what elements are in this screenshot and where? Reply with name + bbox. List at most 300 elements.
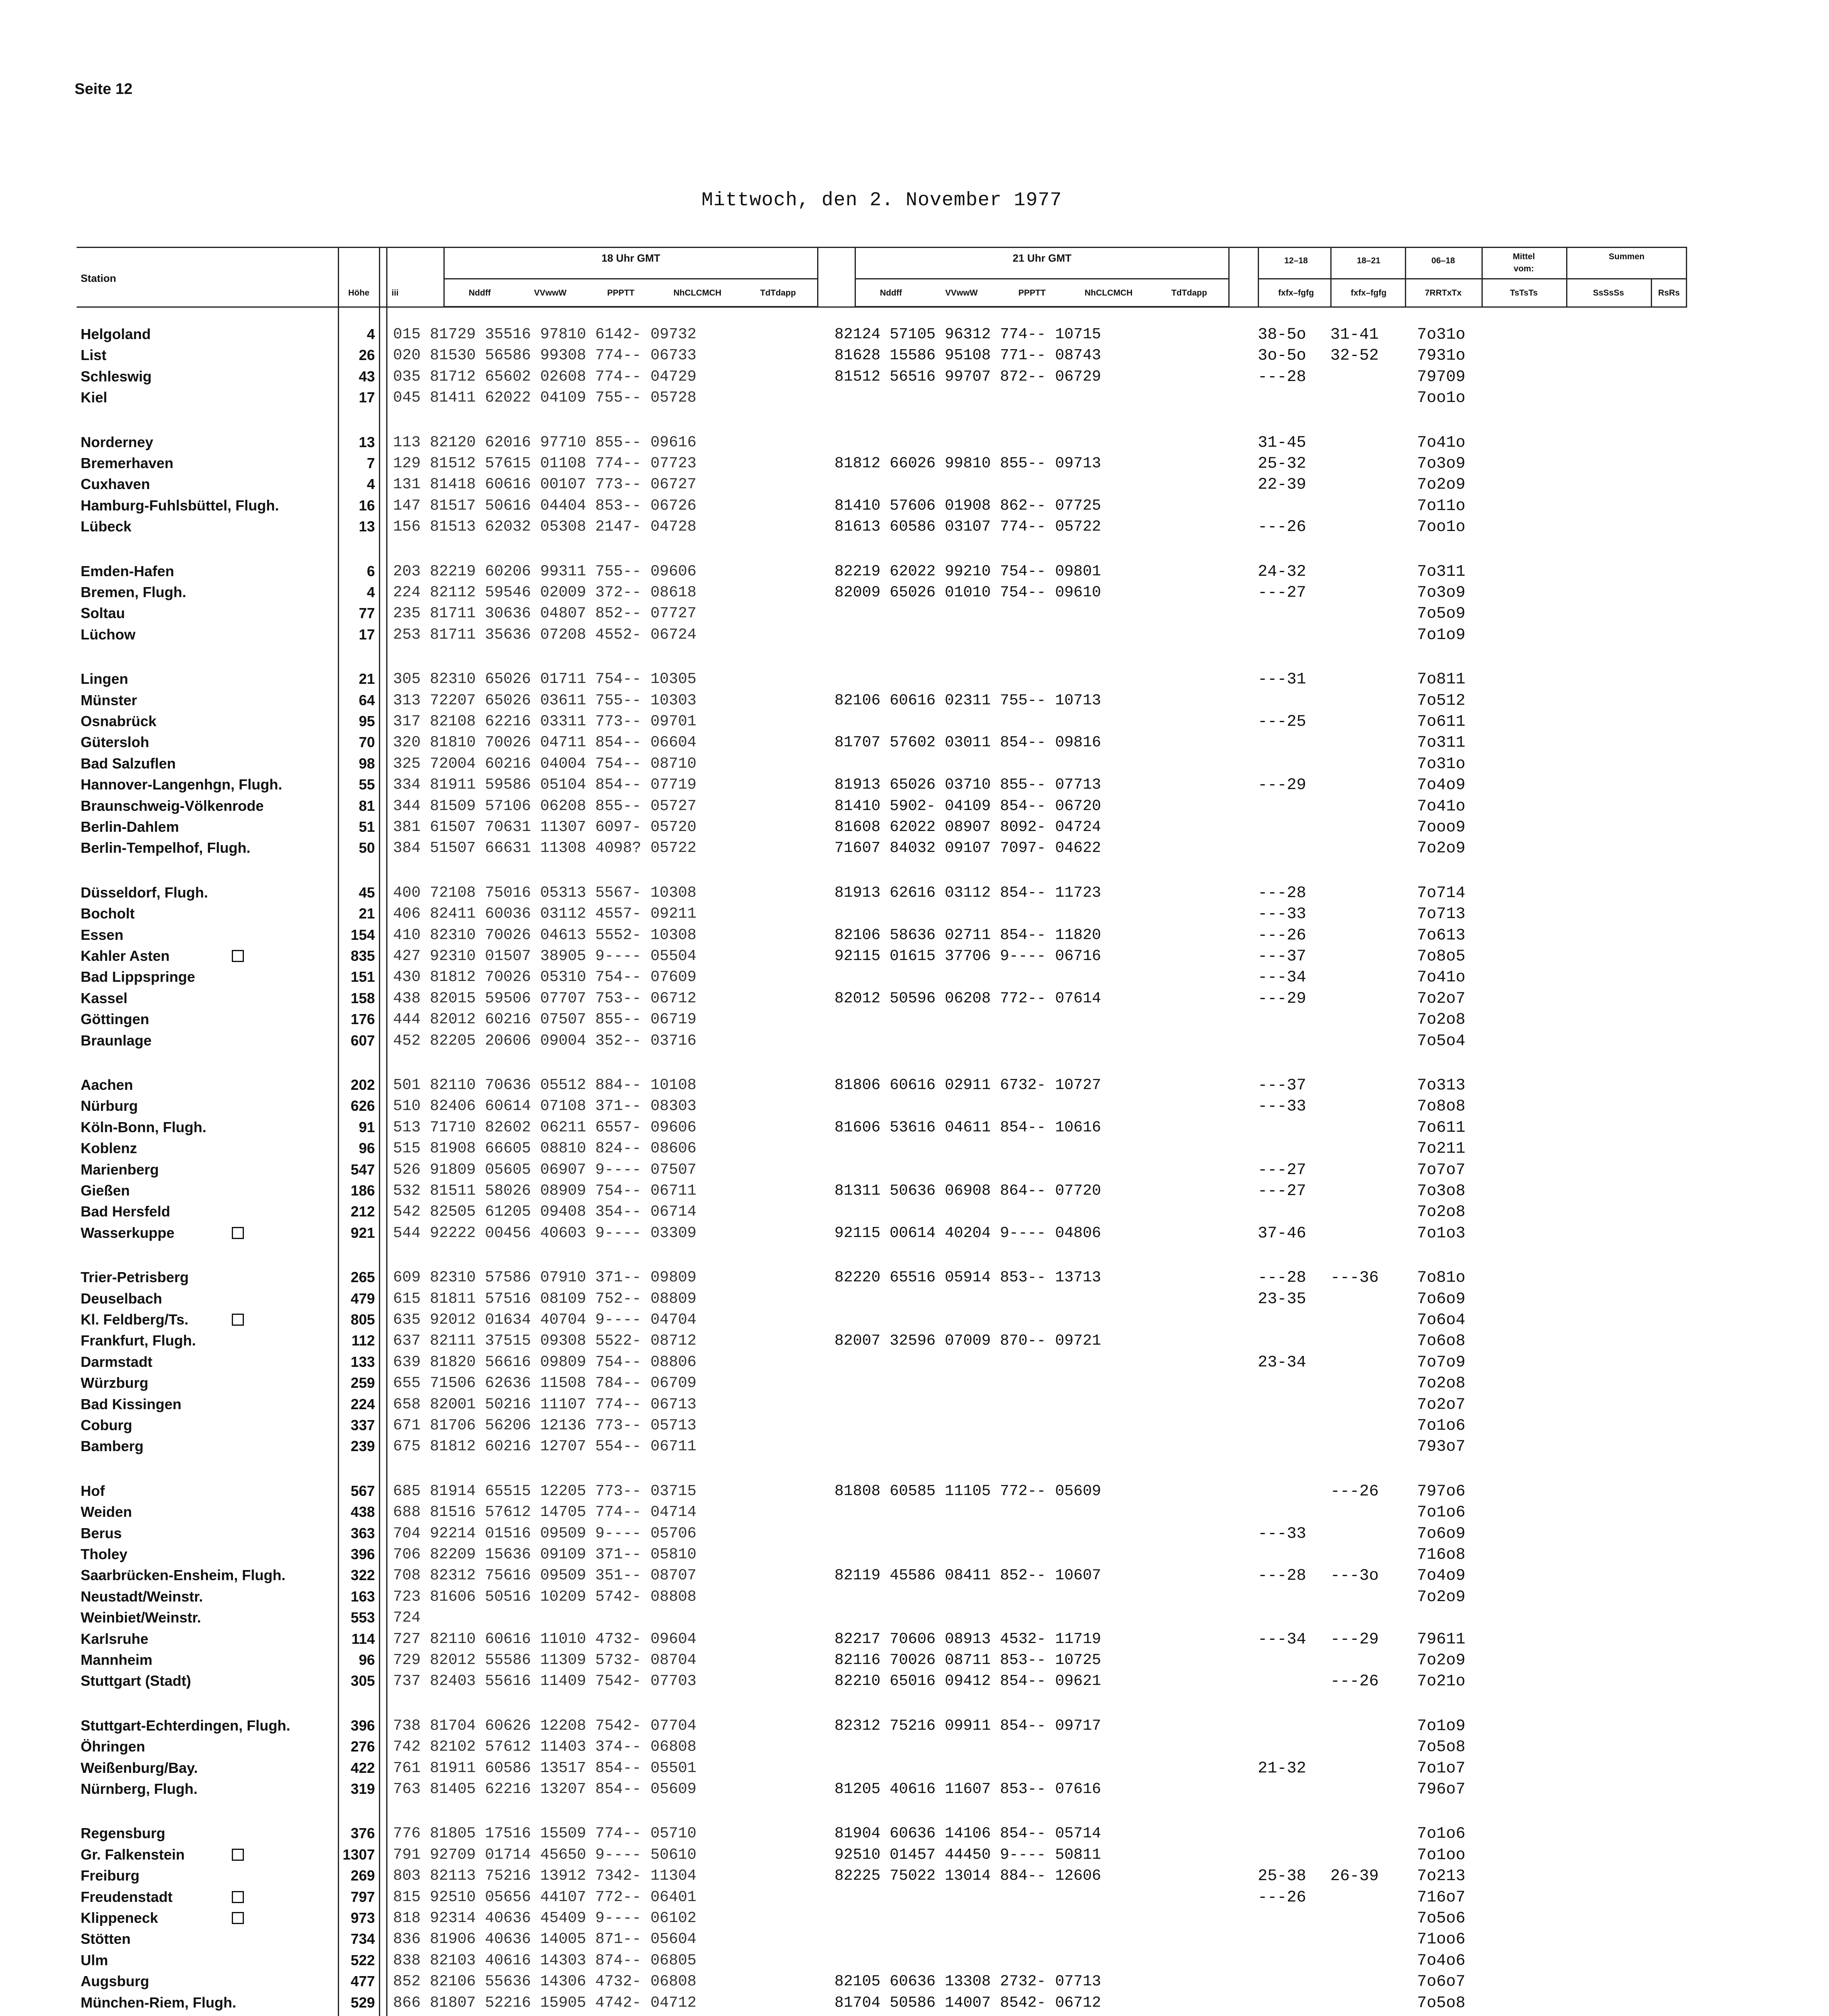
obs-18-gmt: 430 81812 70026 05310 754-- 07609 [393,968,697,986]
header18-nhclcmch: NhCLCMCH [673,288,722,298]
station-name: Norderney [81,433,154,450]
obs-21-gmt: 81806 60616 02911 6732- 10727 [834,1077,1101,1094]
table-row [0,1631,1829,1652]
hsep-1 [1258,247,1259,307]
obs-18-gmt: 156 81513 62032 05308 2147- 04728 [393,518,697,536]
station-name: Frankfurt, Flugh. [81,1332,196,1349]
table-row [0,1931,1829,1951]
rain-temp-06-18: 7o613 [1417,926,1466,945]
station-name: Emden-Hafen [81,562,175,579]
table-row [0,1504,1829,1524]
table-row [0,671,1829,691]
station-name: Wasserkuppe [81,1224,175,1241]
table-row [0,755,1829,776]
station-hoehe: 151 [350,968,375,985]
obs-18-gmt: 761 81911 60586 13517 854-- 05501 [393,1759,697,1777]
obs-18-gmt: 035 81712 65602 02608 774-- 04729 [393,368,697,385]
obs-21-gmt: 71607 84032 09107 7097- 04622 [834,839,1101,857]
station-hoehe: 1307 [342,1846,375,1863]
obs-18-gmt: 688 81516 57612 14705 774-- 04714 [393,1504,697,1521]
station-name: Göttingen [81,1011,149,1028]
group18-rule [443,278,818,279]
station-name: Gr. Falkenstein [81,1846,185,1863]
gust-12-18: 25-38 [1258,1867,1307,1886]
station-hoehe: 477 [350,1973,375,1990]
station-name: Hannover-Langenhgn, Flugh. [81,776,282,793]
table-row [0,584,1829,605]
obs-21-gmt: 81512 56516 99707 872-- 06729 [834,368,1101,385]
obs-21-gmt: 92510 01457 44450 9---- 50811 [834,1846,1101,1864]
station-name: Berlin-Dahlem [81,818,179,835]
station-hoehe: 70 [358,734,375,751]
obs-18-gmt: 325 72004 60216 04004 754-- 08710 [393,755,697,773]
station-hoehe: 154 [350,926,375,943]
obs-18-gmt: 615 81811 57516 08109 752-- 08809 [393,1290,697,1308]
table-row [0,1588,1829,1609]
rain-temp-06-18: 7o5o8 [1417,1738,1466,1757]
obs-21-gmt: 82220 65516 05914 853-- 13713 [834,1269,1101,1287]
station-hoehe: 547 [350,1161,375,1178]
header-summen-s: SsSsSs [1593,288,1624,298]
obs-21-gmt: 81812 66026 99810 855-- 09713 [834,455,1101,472]
table-row [0,518,1829,539]
obs-21-gmt: 92115 01615 37706 9---- 06716 [834,948,1101,965]
header18-vvwww: VVwwW [534,288,567,298]
gust-12-18: ---33 [1258,905,1307,924]
table-row [0,1269,1829,1290]
table-row [0,1546,1829,1567]
obs-21-gmt: 82106 58636 02711 854-- 11820 [834,926,1101,944]
station-hoehe: 376 [350,1825,375,1842]
station-name: Marienberg [81,1161,159,1178]
station-hoehe: 269 [350,1867,375,1884]
header-summen-r: RsRs [1658,288,1680,298]
obs-18-gmt: 639 81820 56616 09809 754-- 08806 [393,1353,697,1371]
rain-temp-06-18: 7o3o9 [1417,455,1466,473]
station-hoehe: 163 [350,1588,375,1605]
gust-12-18: ---26 [1258,518,1307,537]
table-row [0,818,1829,839]
rain-temp-06-18: 79611 [1417,1630,1466,1649]
header-s3-sub: 7RRTxTx [1425,288,1462,298]
header21-ppptt: PPPTT [1018,288,1046,298]
rain-temp-06-18: 79709 [1417,368,1466,386]
station-name: Kahler Asten [81,948,170,964]
gust-12-18: ---27 [1258,1161,1307,1179]
table-row [0,1161,1829,1182]
gust-12-18: 23-35 [1258,1290,1307,1308]
obs-18-gmt: 737 82403 55616 11409 7542- 07703 [393,1672,697,1690]
table-row [0,1609,1829,1630]
station-name: Gütersloh [81,734,150,751]
station-hoehe: 422 [350,1759,375,1776]
obs-21-gmt: 81904 60636 14106 854-- 05714 [834,1825,1101,1843]
station-hoehe: 4 [366,326,375,342]
station-hoehe: 224 [350,1395,375,1412]
gust-12-18: ---28 [1258,368,1307,386]
station-name: Freiburg [81,1867,140,1884]
obs-18-gmt: 671 81706 56206 12136 773-- 05713 [393,1417,697,1434]
table-row [0,734,1829,755]
obs-21-gmt: 82105 60636 13308 2732- 07713 [834,1973,1101,1991]
station-hoehe: 438 [350,1504,375,1520]
table-row [0,434,1829,455]
header-s1-top: 12–18 [1284,256,1308,265]
station-name: Bad Kissingen [81,1395,182,1412]
station-name: Essen [81,926,124,943]
rain-temp-06-18: 7o1o6 [1417,1417,1466,1435]
gust-18-21: ---26 [1330,1672,1379,1691]
rain-temp-06-18: 7o311 [1417,562,1466,581]
mountain-station-icon [232,1314,244,1326]
rain-temp-06-18: 7o714 [1417,884,1466,902]
table-row [0,1525,1829,1546]
station-hoehe: 835 [350,948,375,964]
station-name: List [81,347,107,364]
station-name: Münster [81,691,137,708]
obs-18-gmt: 020 81530 56586 99308 774-- 06733 [393,347,697,364]
gust-12-18: 31-45 [1258,433,1307,452]
station-name: Braunlage [81,1032,152,1049]
table-row [0,968,1829,989]
table-row [0,1867,1829,1888]
rain-temp-06-18: 7o2o9 [1417,839,1466,858]
table-row [0,1032,1829,1053]
table-row [0,1825,1829,1846]
table-row [0,1396,1829,1417]
station-name: Stuttgart (Stadt) [81,1672,191,1689]
rain-temp-06-18: 7o2o8 [1417,1011,1466,1029]
obs-18-gmt: 685 81914 65515 12205 773-- 03715 [393,1482,697,1500]
gust-18-21: ---3o [1330,1567,1379,1585]
table-row [0,1119,1829,1140]
rain-temp-06-18: 7o4o6 [1417,1951,1466,1970]
gust-12-18: ---26 [1258,926,1307,945]
station-name: Mannheim [81,1652,153,1668]
obs-21-gmt: 81311 50636 06908 864-- 07720 [834,1182,1101,1200]
station-name: Bremen, Flugh. [81,584,187,600]
obs-18-gmt: 203 82219 60206 99311 755-- 09606 [393,562,697,580]
station-name: Darmstadt [81,1353,153,1370]
header21-nhclcmch: NhCLCMCH [1084,288,1133,298]
rain-temp-06-18: 7o5o4 [1417,1032,1466,1050]
station-name: Koblenz [81,1140,137,1157]
obs-18-gmt: 334 81911 59586 05104 854-- 07719 [393,776,697,794]
obs-21-gmt: 82219 62022 99210 754-- 09801 [834,562,1101,580]
obs-18-gmt: 836 81906 40636 14005 871-- 05604 [393,1931,697,1948]
obs-21-gmt: 81913 62616 03112 854-- 11723 [834,884,1101,902]
obs-21-gmt: 81205 40616 11607 853-- 07616 [834,1781,1101,1798]
obs-18-gmt: 344 81509 57106 06208 855-- 05727 [393,797,697,815]
station-name: Hamburg-Fuhlsbüttel, Flugh. [81,497,279,514]
rain-temp-06-18: 7oo1o [1417,389,1466,408]
rain-temp-06-18: 7o4o9 [1417,776,1466,795]
rain-temp-06-18: 7o11o [1417,497,1466,515]
header18-tdtdapp: TdTdapp [760,288,796,298]
header-mittel-top: Mittel [1513,252,1535,261]
table-row [0,1311,1829,1332]
rain-temp-06-18: 7o1o9 [1417,1717,1466,1735]
rain-temp-06-18: 7o41o [1417,433,1466,452]
rain-temp-06-18: 7o1o6 [1417,1504,1466,1522]
obs-18-gmt: 045 81411 62022 04109 755-- 05728 [393,389,697,407]
table-row [0,927,1829,948]
page-label: Seite 12 [75,81,133,98]
obs-18-gmt: 224 82112 59546 02009 372-- 08618 [393,584,697,601]
station-hoehe: 96 [358,1652,375,1668]
rain-temp-06-18: 716o8 [1417,1546,1466,1564]
obs-18-gmt: 305 82310 65026 01711 754-- 10305 [393,671,697,688]
station-name: Weiden [81,1504,132,1520]
station-name: Soltau [81,605,125,622]
station-name: München-Riem, Flugh. [81,1994,236,2011]
gust-12-18: ---37 [1258,1077,1307,1095]
rain-temp-06-18: 7o211 [1417,1140,1466,1158]
gust-12-18: ---34 [1258,1630,1307,1649]
rain-temp-06-18: 7o5o9 [1417,605,1466,623]
rain-temp-06-18: 7o31o [1417,326,1466,344]
table-row [0,1140,1829,1161]
table-row [0,497,1829,518]
obs-21-gmt: 82119 45586 08411 852-- 10607 [834,1567,1101,1585]
obs-21-gmt: 81608 62022 08907 8092- 04724 [834,818,1101,836]
rain-temp-06-18: 7o7o9 [1417,1353,1466,1372]
table-row [0,776,1829,797]
gust-12-18: ---33 [1258,1524,1307,1543]
obs-21-gmt: 82312 75216 09911 854-- 09717 [834,1717,1101,1735]
station-hoehe: 479 [350,1290,375,1307]
obs-18-gmt: 147 81517 50616 04404 853-- 06726 [393,497,697,514]
station-hoehe: 4 [366,584,375,600]
table-row [0,1290,1829,1311]
table-row [0,1781,1829,1801]
station-name: Stötten [81,1931,131,1947]
table-row [0,905,1829,926]
station-name: Regensburg [81,1825,166,1842]
station-hoehe: 276 [350,1738,375,1755]
gust-12-18: 21-32 [1258,1759,1307,1778]
rain-temp-06-18: 7o611 [1417,1118,1466,1137]
table-row [0,1182,1829,1203]
header-s1-sub: fxfx–fgfg [1278,288,1314,298]
station-hoehe: 239 [350,1438,375,1455]
gust-12-18: 25-32 [1258,455,1307,473]
rain-temp-06-18: 7o512 [1417,691,1466,710]
gust-12-18: 22-39 [1258,476,1307,494]
header21-nddff: Nddff [880,288,902,298]
rain-temp-06-18: 7o2o9 [1417,476,1466,494]
station-hoehe: 176 [350,1011,375,1028]
obs-18-gmt: 015 81729 35516 97810 6142- 09732 [393,326,697,343]
obs-18-gmt: 838 82103 40616 14303 874-- 06805 [393,1951,697,1969]
station-hoehe: 973 [350,1910,375,1926]
obs-18-gmt: 637 82111 37515 09308 5522- 08712 [393,1332,697,1350]
station-name: Bocholt [81,905,135,922]
table-row [0,692,1829,713]
gust-12-18: 37-46 [1258,1224,1307,1243]
rain-temp-06-18: 7o8o8 [1417,1098,1466,1116]
station-hoehe: 797 [350,1888,375,1905]
rain-temp-06-18: 7o811 [1417,671,1466,689]
gust-18-21: ---26 [1330,1482,1379,1501]
rain-temp-06-18: 793o7 [1417,1438,1466,1456]
rain-temp-06-18: 7oo1o [1417,518,1466,537]
station-hoehe: 396 [350,1717,375,1734]
station-hoehe: 17 [358,389,375,406]
obs-18-gmt: 818 92314 40636 45409 9---- 06102 [393,1910,697,1927]
station-hoehe: 64 [358,691,375,708]
rain-temp-06-18: 716o7 [1417,1888,1466,1907]
station-hoehe: 26 [358,347,375,364]
station-name: Deuselbach [81,1290,162,1307]
station-name: Augsburg [81,1973,149,1990]
hsep-2 [1330,247,1332,307]
obs-18-gmt: 113 82120 62016 97710 855-- 09616 [393,433,697,451]
station-name: Düsseldorf, Flugh. [81,884,208,901]
station-hoehe: 45 [358,884,375,901]
table-row [0,1354,1829,1375]
rain-temp-06-18: 7o1o3 [1417,1224,1466,1243]
header-station: Station [81,272,117,284]
station-hoehe: 522 [350,1951,375,1968]
hsep-6 [1651,278,1652,307]
obs-21-gmt: 82007 32596 07009 870-- 09721 [834,1332,1101,1350]
gust-12-18: ---28 [1258,1269,1307,1287]
station-name: Stuttgart-Echterdingen, Flugh. [81,1717,290,1734]
header21-vvwww: VVwwW [945,288,978,298]
station-hoehe: 259 [350,1375,375,1391]
obs-18-gmt: 658 82001 50216 11107 774-- 06713 [393,1395,697,1413]
header-summen-top: Summen [1608,252,1645,261]
gust-12-18: ---29 [1258,776,1307,795]
obs-21-gmt: 81606 53616 04611 854-- 10616 [834,1118,1101,1136]
station-hoehe: 396 [350,1546,375,1562]
station-hoehe: 43 [358,368,375,385]
rain-temp-06-18: 7o8o5 [1417,948,1466,966]
obs-18-gmt: 427 92310 01507 38905 9---- 05504 [393,948,697,965]
gust-12-18: ---25 [1258,713,1307,731]
rain-temp-06-18: 7o5o6 [1417,1910,1466,1928]
rain-temp-06-18: 7o1o7 [1417,1759,1466,1778]
table-row [0,713,1829,734]
table-row [0,1952,1829,1973]
header-group18: 18 Uhr GMT [601,252,660,264]
obs-18-gmt: 776 81805 17516 15509 774-- 05710 [393,1825,697,1843]
station-hoehe: 98 [358,755,375,772]
header21-tdtdapp: TdTdapp [1171,288,1207,298]
rain-temp-06-18: 7o6o7 [1417,1973,1466,1991]
station-hoehe: 6 [366,562,375,579]
obs-18-gmt: 704 92214 01516 09509 9---- 05706 [393,1524,697,1542]
obs-18-gmt: 513 71710 82602 06211 6557- 09606 [393,1118,697,1136]
rain-temp-06-18: 7o6o9 [1417,1524,1466,1543]
obs-18-gmt: 675 81812 60216 12707 554-- 06711 [393,1438,697,1456]
rain-temp-06-18: 7o2o8 [1417,1375,1466,1393]
station-name: Ulm [81,1951,108,1968]
table-row [0,1846,1829,1867]
obs-18-gmt: 763 81405 62216 13207 854-- 05609 [393,1781,697,1798]
obs-18-gmt: 510 82406 60614 07108 371-- 08303 [393,1098,697,1115]
rain-temp-06-18: 7o713 [1417,905,1466,924]
station-hoehe: 805 [350,1311,375,1328]
header-s2-top: 18–21 [1357,256,1381,265]
obs-18-gmt: 609 82310 57586 07910 371-- 09809 [393,1269,697,1287]
gust-12-18: ---37 [1258,948,1307,966]
station-hoehe: 13 [358,518,375,535]
station-name: Neustadt/Weinstr. [81,1588,203,1605]
obs-21-gmt: 82124 57105 96312 774-- 10715 [834,326,1101,343]
obs-21-gmt: 82116 70026 08711 853-- 10725 [834,1652,1101,1669]
table-row [0,368,1829,389]
obs-18-gmt: 791 92709 01714 45650 9---- 50610 [393,1846,697,1864]
rain-temp-06-18: 7o2o9 [1417,1588,1466,1606]
obs-21-gmt: 81613 60586 03107 774-- 05722 [834,518,1101,536]
gust-12-18: ---29 [1258,989,1307,1008]
obs-18-gmt: 803 82113 75216 13912 7342- 11304 [393,1867,697,1885]
station-name: Lüchow [81,626,135,643]
station-name: Bad Salzuflen [81,755,176,772]
obs-18-gmt: 706 82209 15636 09109 371-- 05810 [393,1546,697,1563]
station-hoehe: 21 [358,671,375,687]
obs-18-gmt: 815 92510 05656 44107 772-- 06401 [393,1888,697,1906]
obs-18-gmt: 400 72108 75016 05313 5567- 10308 [393,884,697,902]
gust-12-18: ---26 [1258,1888,1307,1907]
table-row [0,1717,1829,1738]
gust-12-18: 3o-5o [1258,347,1307,365]
rain-temp-06-18: 7o81o [1417,1269,1466,1287]
table-row [0,884,1829,905]
header-s3-top: 06–18 [1431,256,1455,265]
gust-12-18: ---34 [1258,968,1307,987]
station-hoehe: 305 [350,1672,375,1689]
obs-18-gmt: 738 81704 60626 12208 7542- 07704 [393,1717,697,1735]
gust-18-21: 31-41 [1330,326,1379,344]
station-name: Bad Hersfeld [81,1203,171,1220]
rain-temp-06-18: 71oo6 [1417,1931,1466,1949]
obs-18-gmt: 852 82106 55636 14306 4732- 06808 [393,1973,697,1991]
obs-18-gmt: 526 91809 05605 06907 9---- 07507 [393,1161,697,1179]
obs-21-gmt: 82225 75022 13014 884-- 12606 [834,1867,1101,1885]
station-name: Berlin-Tempelhof, Flugh. [81,839,251,856]
obs-18-gmt: 253 81711 35636 07208 4552- 06724 [393,626,697,644]
table-row [0,1672,1829,1693]
table-row [0,990,1829,1011]
station-hoehe: 55 [358,776,375,793]
gust-18-21: 32-52 [1330,347,1379,365]
rain-temp-06-18: 7o3o9 [1417,584,1466,602]
station-hoehe: 626 [350,1098,375,1114]
station-name: Klippeneck [81,1910,158,1926]
obs-18-gmt: 235 81711 30636 04807 852-- 07727 [393,605,697,623]
station-name: Bamberg [81,1438,144,1455]
gust-12-18: ---33 [1258,1098,1307,1116]
obs-21-gmt: 81628 15586 95108 771-- 08743 [834,347,1101,364]
hsep-5 [1566,247,1567,307]
station-name: Coburg [81,1417,132,1433]
obs-18-gmt: 532 81511 58026 08909 754-- 06711 [393,1182,697,1200]
obs-18-gmt: 438 82015 59506 07707 753-- 06712 [393,989,697,1007]
mountain-station-icon [232,1891,244,1903]
gust-12-18: ---27 [1258,1182,1307,1200]
station-name: Lingen [81,671,128,687]
table-row [0,1738,1829,1759]
table-row [0,1483,1829,1504]
obs-21-gmt: 81808 60585 11105 772-- 05609 [834,1482,1101,1500]
mountain-station-icon [232,950,244,962]
station-name: Weißenburg/Bay. [81,1759,198,1776]
station-hoehe: 91 [358,1118,375,1135]
station-name: Lübeck [81,518,132,535]
